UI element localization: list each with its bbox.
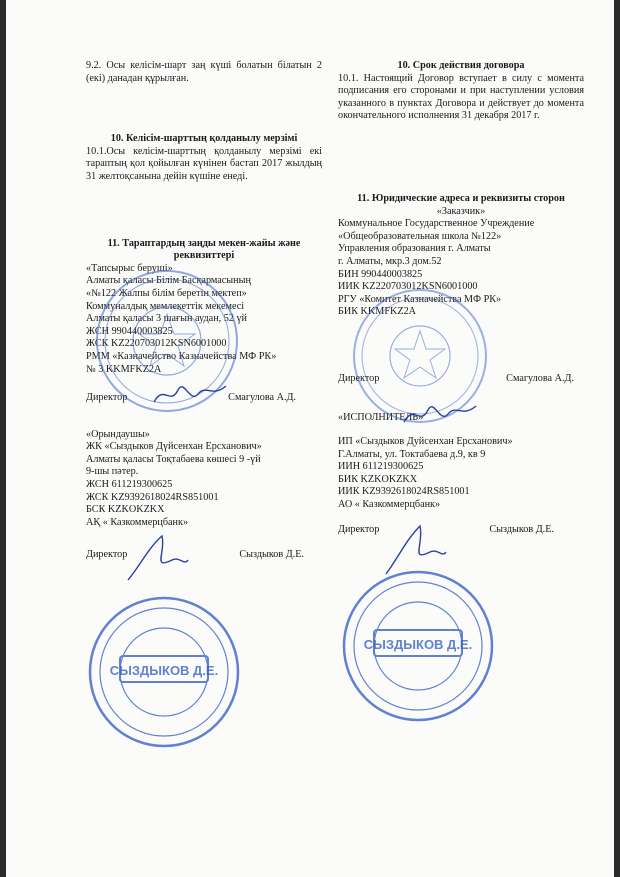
customer-line: Алматы қаласы 3 шағын аудан, 52 үй [86,313,248,325]
contractor-signature-line-ru [338,524,584,537]
signature-name: Смагулова А.Д. [228,392,296,404]
contractor-seal-right [338,566,498,726]
signature-role: Директор [86,549,128,561]
contractor-role-kz: «Орындаушы» [86,428,150,440]
customer-role-ru: «Заказчик» [436,205,486,217]
customer-line: РГУ «Комитет Казначейства МФ РК» [338,293,502,305]
signature-name: Сыздыков Д.Е. [239,549,304,561]
signature-role: Директор [86,392,128,404]
customer-line: ЖСН 990440003825 [86,325,173,337]
seal-text: СЫЗДЫКОВ Д.Е. [363,637,473,652]
customer-line: «№122 Жалпы білім беретін мектеп» [86,287,247,299]
customer-line: БИН 990440003825 [338,268,423,280]
right-column-russian [338,60,584,536]
contractor-line: ЖК «Сыздыков Дүйсенхан Ерсханович» [86,441,262,453]
contractor-line: ЖСК KZ9392618024RS851001 [86,491,219,503]
signature-role: Директор [338,523,380,535]
scan-border-right [614,0,620,877]
customer-line: БИК KKMFKZ2A [338,306,417,318]
customer-line: ИИК KZ220703012KSN6001000 [338,281,478,293]
signature-role: Директор [338,372,380,384]
customer-line: ЖСК KZ220703012KSN6001000 [86,338,227,350]
section-10-text-ru: 10.1. Настоящий Договор вступает в силу с момента подписания его сторонами и при наступлении условия указанного в пунктах Договора и действует до момента окончательного исполнения 31 декабря 2017 г. [338,72,584,122]
customer-line: Алматы қаласы Білім Басқармасының [86,275,251,287]
contractor-seal-left [84,592,244,752]
section-10-title-kz: 10. Келісім-шарттың қолданылу мерзімі [110,133,298,145]
scan-border-left [0,0,6,877]
left-column-kazakh [86,60,322,562]
contractor-line: 9-шы пәтер. [86,466,139,478]
contractor-line: ИП «Сыздыков Дуйсенхан Ерсханович» [338,436,513,448]
customer-role-kz: «Тапсырыс беруші» [86,262,173,274]
customer-line: Управления образования г. Алматы [338,243,491,255]
contractor-line: АҚ « Казкоммерцбанк» [86,516,189,528]
contractor-signature-line-kz [86,549,322,562]
customer-line: Коммуналдық мемлекеттік мекемесі [86,300,245,312]
signature-name: Сыздыков Д.Е. [489,523,554,535]
contractor-line: ИИН 611219300625 [338,461,424,473]
customer-line: РММ «Казначейство Казначейства МФ РК» [86,350,277,362]
contractor-line: БИК KZKOKZKX [338,473,418,485]
contractor-line: ИИК KZ9392618024RS851001 [338,486,470,498]
customer-line: Коммунальное Государственное Учреждение [338,218,535,230]
section-10-text-kz: 10.1.Осы келісім-шарттың қолданылу мерзімі екі тараптың қол қойылған күнінен бастап 2017 жылдың 31 желтоқсанына дейін күшіне енеді. [86,145,322,182]
customer-line: г. Алматы, мкр.3 дом.52 [338,255,442,267]
contractor-line: Г.Алматы, ул. Токтабаева д.9, кв 9 [338,448,486,460]
contractor-role-ru: «ИСПОЛНИТЕЛЬ» [338,411,424,423]
contractor-line: АО « Казкоммерцбанк» [338,499,441,511]
customer-line: № 3 KKMFKZ2A [86,363,162,375]
customer-line: «Общеобразовательная школа №122» [338,230,502,242]
clause-9-2: 9.2. Осы келісім-шарт заң күші болатын бiлатын 2 (екі) данадан құрылған. [86,60,322,84]
section-11-title-ru: 11. Юридические адреса и реквизиты сторон [357,192,565,204]
customer-signature-line-kz [86,392,322,405]
section-11-title-kz: 11. Тараптардың заңды мекен-жайы және реквизиттері [107,237,301,262]
contractor-line: БСК KZKOKZKX [86,504,165,516]
contractor-line: Алматы қаласы Тоқтабаева көшесі 9 -үй [86,453,261,465]
contractor-line: ЖСН 611219300625 [86,479,173,491]
section-10-title-ru: 10. Срок действия договора [397,60,525,71]
customer-signature-line-ru [338,373,584,386]
seal-text: СЫЗДЫКОВ Д.Е. [109,663,219,678]
signature-name: Смагулова А.Д. [506,372,574,384]
